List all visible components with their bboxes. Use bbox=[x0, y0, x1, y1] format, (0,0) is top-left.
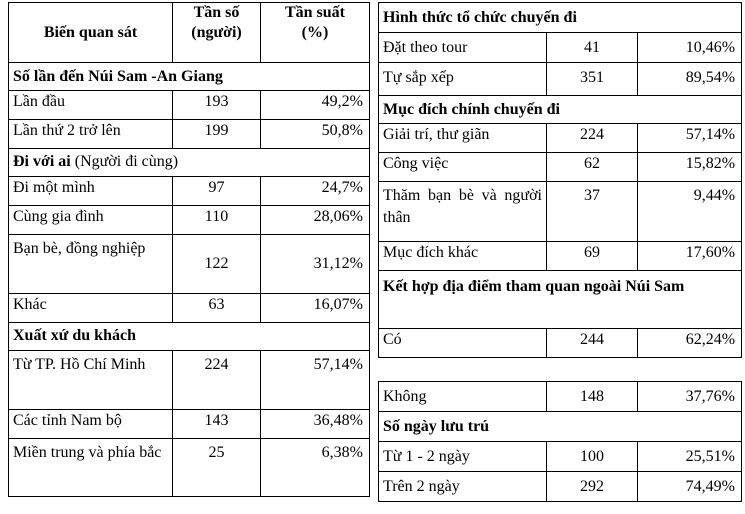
row-percent: 6,38% bbox=[261, 439, 370, 497]
row-percent: 49,2% bbox=[261, 91, 370, 120]
row-frequency: 37 bbox=[547, 182, 638, 242]
table-row bbox=[379, 63, 742, 96]
table-row bbox=[9, 439, 370, 497]
row-label: Khác bbox=[9, 294, 173, 323]
row-percent: 74,49% bbox=[638, 472, 742, 502]
row-label: Không bbox=[379, 382, 547, 412]
row-percent: 37,76% bbox=[638, 382, 742, 412]
row-frequency: 143 bbox=[173, 410, 261, 439]
header-frequency bbox=[173, 3, 261, 63]
row-label: Từ TP. Hồ Chí Minh bbox=[9, 351, 173, 410]
row-label: Cùng gia đình bbox=[9, 206, 173, 235]
row-frequency: 244 bbox=[547, 329, 638, 358]
row-frequency: 122 bbox=[173, 235, 261, 294]
row-percent: 57,14% bbox=[261, 351, 370, 410]
table-row bbox=[379, 329, 742, 358]
section-row bbox=[9, 323, 370, 351]
row-percent: 10,46% bbox=[638, 33, 742, 63]
row-percent: 31,12% bbox=[261, 235, 370, 294]
row-frequency: 193 bbox=[173, 91, 261, 120]
row-percent: 17,60% bbox=[638, 242, 742, 271]
row-label: Giải trí, thư giãn bbox=[379, 124, 547, 153]
header-percent-label: Tần suất bbox=[284, 4, 346, 21]
table-row bbox=[379, 182, 742, 242]
row-label: Tự sắp xếp bbox=[379, 63, 547, 96]
table-row bbox=[379, 124, 742, 153]
row-frequency: 41 bbox=[547, 33, 638, 63]
right-top-table bbox=[378, 2, 742, 358]
table-row bbox=[9, 177, 370, 206]
table-row bbox=[379, 382, 742, 412]
section-title bbox=[9, 149, 370, 177]
row-frequency: 62 bbox=[547, 153, 638, 182]
row-percent: 36,48% bbox=[261, 410, 370, 439]
row-percent: 89,54% bbox=[638, 63, 742, 96]
row-label: Công việc bbox=[379, 153, 547, 182]
section-title: Xuất xứ du khách bbox=[9, 323, 370, 351]
section-title: Số lần đến Núi Sam -An Giang bbox=[9, 63, 370, 91]
table-row bbox=[9, 351, 370, 410]
row-frequency: 292 bbox=[547, 472, 638, 502]
section-row bbox=[9, 149, 370, 177]
row-frequency: 100 bbox=[547, 442, 638, 472]
row-label: Miền trung và phía bắc bbox=[9, 439, 173, 497]
section-title: Mục đích chính chuyến đi bbox=[379, 96, 742, 124]
row-frequency: 224 bbox=[173, 351, 261, 410]
section-row bbox=[379, 412, 742, 442]
row-frequency: 224 bbox=[547, 124, 638, 153]
header-frequency-label: Tần số bbox=[193, 4, 240, 21]
row-frequency: 25 bbox=[173, 439, 261, 497]
row-frequency: 63 bbox=[173, 294, 261, 323]
row-percent: 9,44% bbox=[638, 182, 742, 242]
row-label: Đặt theo tour bbox=[379, 33, 547, 63]
row-label: Bạn bè, đồng nghiệp bbox=[9, 235, 173, 294]
section-title: Số ngày lưu trú bbox=[379, 412, 742, 442]
right-bottom-table bbox=[378, 381, 742, 502]
table-row bbox=[379, 242, 742, 271]
header-variable: Biến quan sát bbox=[9, 3, 173, 63]
table-row bbox=[379, 472, 742, 502]
row-frequency: 97 bbox=[173, 177, 261, 206]
section-row bbox=[379, 3, 742, 33]
row-label: Từ 1 - 2 ngày bbox=[379, 442, 547, 472]
row-frequency: 199 bbox=[173, 120, 261, 149]
table-row bbox=[379, 442, 742, 472]
table-row bbox=[9, 410, 370, 439]
section-title: Hình thức tổ chức chuyến đi bbox=[379, 3, 742, 33]
row-percent: 28,06% bbox=[261, 206, 370, 235]
row-percent: 16,07% bbox=[261, 294, 370, 323]
header-percent bbox=[261, 3, 370, 63]
row-label: Đi một mình bbox=[9, 177, 173, 206]
row-label: Thăm bạn bè và người thân bbox=[379, 182, 547, 242]
section-title: Kết hợp địa điểm tham quan ngoài Núi Sam bbox=[379, 271, 742, 329]
row-percent: 25,51% bbox=[638, 442, 742, 472]
header-row bbox=[9, 3, 370, 63]
table-row bbox=[9, 294, 370, 323]
row-percent: 62,24% bbox=[638, 329, 742, 358]
row-percent: 15,82% bbox=[638, 153, 742, 182]
section-title-normal: (Người đi cùng) bbox=[70, 153, 179, 170]
row-frequency: 148 bbox=[547, 382, 638, 412]
table-row bbox=[9, 206, 370, 235]
row-label: Mục đích khác bbox=[379, 242, 547, 271]
section-row bbox=[9, 63, 370, 91]
section-row bbox=[379, 96, 742, 124]
row-frequency: 110 bbox=[173, 206, 261, 235]
header-percent-unit: (%) bbox=[301, 24, 329, 41]
row-frequency: 351 bbox=[547, 63, 638, 96]
table-row bbox=[9, 91, 370, 120]
table-row bbox=[379, 153, 742, 182]
section-title-bold: Đi với ai bbox=[13, 153, 71, 170]
table-row bbox=[379, 33, 742, 63]
row-percent: 57,14% bbox=[638, 124, 742, 153]
section-row bbox=[379, 271, 742, 329]
row-label: Trên 2 ngày bbox=[379, 472, 547, 502]
row-label: Có bbox=[379, 329, 547, 358]
table-row bbox=[9, 120, 370, 149]
row-percent: 50,8% bbox=[261, 120, 370, 149]
header-frequency-unit: (người) bbox=[191, 24, 242, 41]
table-row bbox=[9, 235, 370, 294]
row-label: Các tỉnh Nam bộ bbox=[9, 410, 173, 439]
row-frequency: 69 bbox=[547, 242, 638, 271]
row-label: Lần thứ 2 trở lên bbox=[9, 120, 173, 149]
left-table bbox=[8, 2, 370, 497]
row-label: Lần đầu bbox=[9, 91, 173, 120]
row-percent: 24,7% bbox=[261, 177, 370, 206]
